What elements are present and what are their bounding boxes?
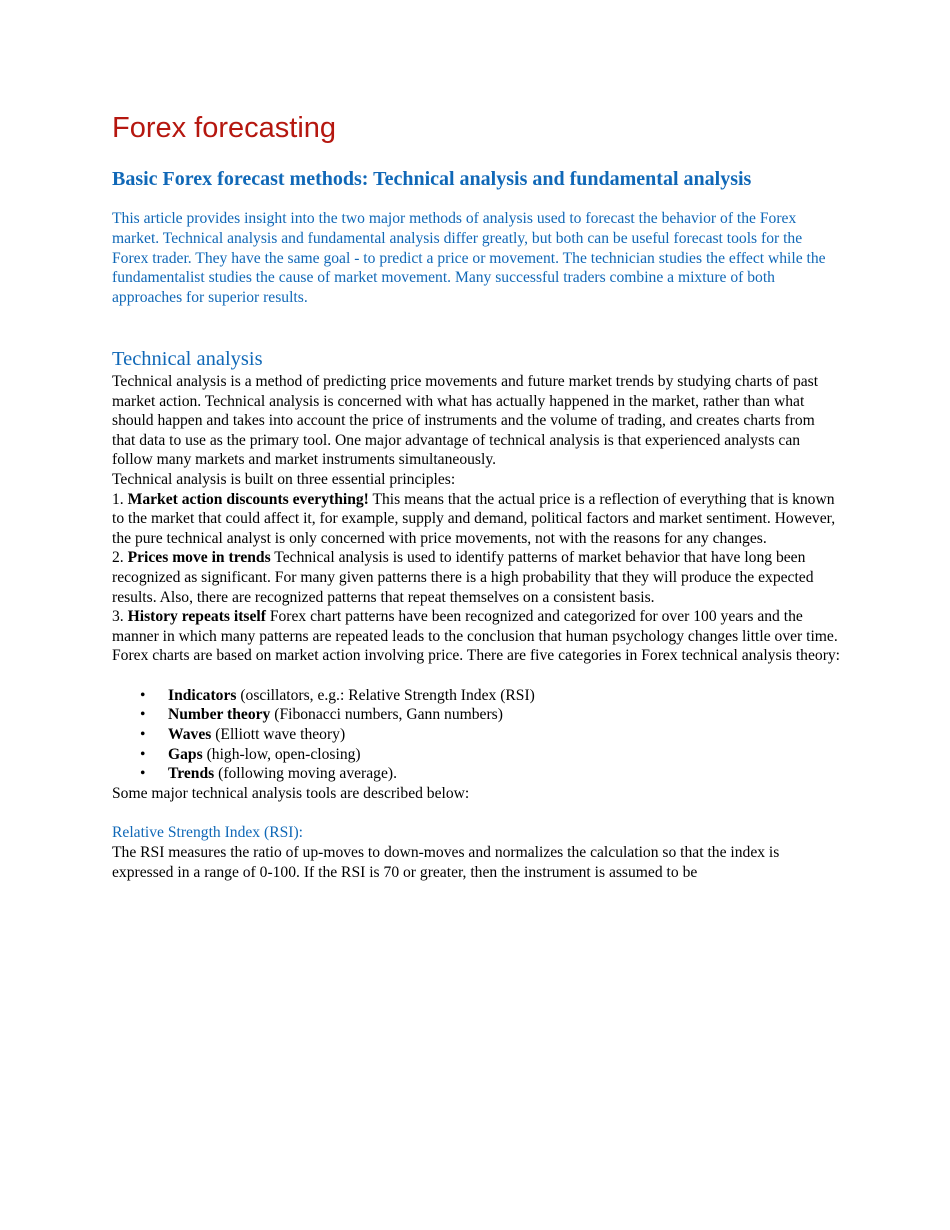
document-page	[112, 110, 842, 882]
category-term: Waves	[168, 726, 212, 744]
bullet-icon: •	[140, 726, 146, 744]
principle-number: 1.	[112, 490, 124, 508]
list-item	[112, 705, 842, 725]
rsi-paragraph: The RSI measures the ratio of up-moves to down-moves and normalizes the calculation so that the index is expressed in a range of 0-100. If the RSI is 70 or greater, then the instrument is assumed to be	[112, 844, 780, 881]
bullet-icon: •	[140, 765, 146, 783]
intro-paragraph: This article provides insight into the two major methods of analysis used to forecast the behavior of the Forex market. Technical analysis and fundamental analysis differ greatly, but both can be useful forecast tools for the Forex trader. They have the same goal - to predict a price or movement. The technician studies the effect while the fundamentalist studies the cause of market movement. Many successful traders combine a mixture of both approaches for superior results.	[112, 210, 826, 307]
document-subtitle: Basic Forex forecast methods: Technical analysis and fundamental analysis	[112, 168, 752, 190]
principle-text: Forex chart patterns have been recognized and categorized for over 100 years and the manner in which many patterns are repeated leads to the conclusion that human psychology changes little over time.	[112, 608, 838, 645]
category-desc: (following moving average).	[218, 765, 397, 783]
principle-1	[112, 490, 842, 549]
list-item	[112, 764, 842, 784]
principles-intro: Technical analysis is built on three essential principles:	[112, 470, 456, 488]
bullet-icon: •	[140, 686, 146, 704]
category-desc: (Elliott wave theory)	[215, 726, 346, 744]
tools-intro: Some major technical analysis tools are described below:	[112, 784, 470, 802]
categories-list	[112, 686, 842, 784]
bullet-icon: •	[140, 745, 146, 763]
technical-analysis-heading: Technical analysis	[112, 347, 263, 370]
principle-text: Technical analysis is used to identify patterns of market behavior that have long been recognized as significant. For many given patterns there is a high probability that they will produce the expected results. Also, there are recognized patterns that repeat themselves on a consistent basis.	[112, 549, 814, 606]
list-item	[112, 745, 842, 765]
category-desc: (oscillators, e.g.: Relative Strength Index (RSI)	[240, 686, 535, 704]
principle-number: 3.	[112, 608, 124, 626]
technical-paragraph-1: Technical analysis is a method of predicting price movements and future market trends by studying charts of past market action. Technical analysis is concerned with what has actually happened in the market, rather than what should happen and takes into account the price of instruments and the volume of trading, and creates charts from that data to use as the primary tool. One major advantage of technical analysis is that experienced analysts can follow many markets and market instruments simultaneously.	[112, 372, 819, 469]
category-desc: (high-low, open-closing)	[206, 745, 361, 763]
list-item	[112, 725, 842, 745]
category-desc: (Fibonacci numbers, Gann numbers)	[274, 706, 503, 724]
category-term: Indicators	[168, 686, 237, 704]
principle-title: Prices move in trends	[127, 549, 271, 567]
document-title: Forex forecasting	[112, 112, 337, 144]
principle-3	[112, 607, 842, 646]
category-term: Gaps	[168, 745, 203, 763]
categories-intro: Forex charts are based on market action involving price. There are five categories in Forex technical analysis theory:	[112, 647, 841, 665]
category-term: Number theory	[168, 706, 271, 724]
rsi-heading: Relative Strength Index (RSI):	[112, 824, 303, 842]
principle-title: History repeats itself	[127, 608, 266, 626]
list-item	[112, 686, 842, 706]
principle-text: This means that the actual price is a reflection of everything that is known to the market that could affect it, for example, supply and demand, political factors and market sentiment. However, the pure technical analyst is only concerned with price movements, not with the reasons for any changes.	[112, 490, 836, 547]
principle-number: 2.	[112, 549, 124, 567]
principle-title: Market action discounts everything!	[127, 490, 369, 508]
category-term: Trends	[168, 765, 215, 783]
bullet-icon: •	[140, 706, 146, 724]
principle-2	[112, 548, 842, 607]
